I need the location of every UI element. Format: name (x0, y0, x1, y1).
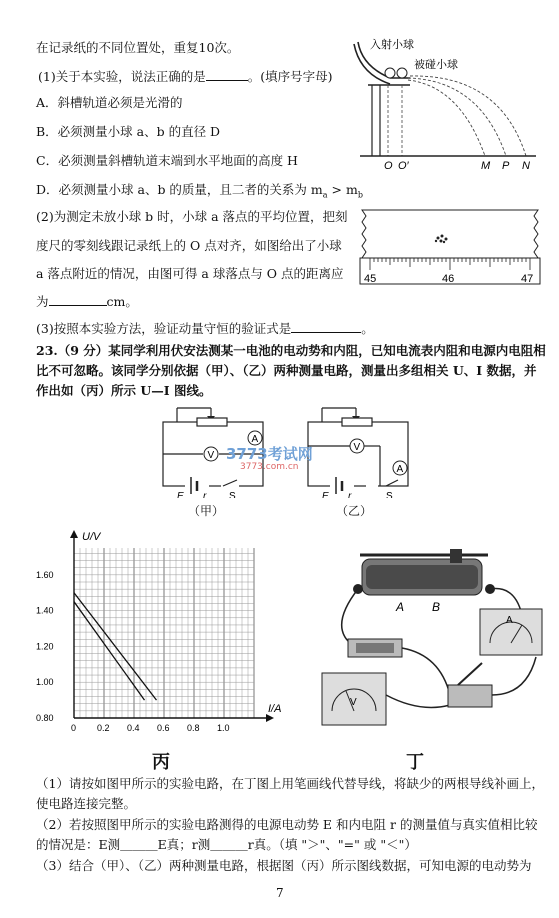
chart-ticks (36, 570, 230, 733)
caption-bing: 丙 (152, 752, 170, 773)
q3-text-post: 。 (361, 321, 374, 336)
q1-option-d (36, 182, 363, 204)
q1-stem-post: 。(填序号字母) (247, 69, 333, 84)
label-r: r (348, 491, 352, 498)
q1-option-a: A．斜槽轨道必须是光滑的 (36, 95, 183, 110)
x-tick-label: 0.2 (97, 723, 110, 733)
answer-q3-line: （3）结合（甲）、（乙）两种测量电路，根据图（丙）所示图线数据，可知电源的电动势为 (36, 858, 532, 873)
q2-line1: (2)为测定未放小球 b 时，小球 a 落点的平均位置，把刻 (36, 209, 348, 224)
wire (402, 648, 450, 695)
ui-chart (30, 530, 290, 745)
trajectory-p (408, 78, 506, 156)
p23-line3: 作出如（丙）所示 U—I 图线。 (36, 383, 212, 398)
answer-q1-line1: （1）请按如图甲所示的实验电路，在丁图上用笔画线代替导线，将缺少的两根导线补画上， (36, 776, 544, 791)
q1-option-d-sub1: a (322, 190, 328, 200)
rheostat-icon (197, 418, 227, 426)
y-tick-label: 1.60 (36, 569, 54, 580)
rheostat-slider (450, 549, 462, 563)
switch-icon (386, 480, 398, 486)
y-tick-label: 1.40 (36, 605, 54, 616)
site-watermark-title: 3773考试网 (226, 445, 313, 463)
q1-stem (38, 68, 332, 85)
wire (492, 657, 536, 695)
photo-label-a: A (396, 600, 405, 614)
ground-label-o-prime: O′ (398, 160, 409, 170)
label-e: E (322, 491, 329, 498)
q2-line4 (36, 293, 138, 310)
ground-label-o: O (384, 160, 393, 170)
caption-yi: （乙） (336, 504, 373, 518)
label-s: S (386, 491, 393, 498)
label-r: r (203, 491, 207, 498)
q1-option-d-sub2: b (357, 190, 363, 200)
answer-q1-line2: 使电路连接完整。 (36, 796, 137, 811)
y-tick-label: 1.00 (36, 677, 54, 688)
q2-line3: a 落点附近的情况，由图可得 a 球落点与 O 点的距离应 (36, 266, 344, 281)
rheostat-icon (342, 418, 372, 426)
caption-jia: （甲） (188, 504, 225, 518)
ground-label-p: P (502, 160, 510, 170)
ruler-label-45: 45 (364, 273, 377, 285)
y-tick-label: 1.20 (36, 641, 54, 652)
top-line: 在记录纸的不同位置处，重复10次。 (36, 40, 240, 55)
ammeter-label: A (396, 464, 404, 475)
page-number: 7 (276, 886, 284, 900)
answer-q2-line1: （2）若按照图甲所示的实验电路测得的电源电动势 E 和内电阻 r 的测量值与真实值相比较 (36, 817, 538, 832)
label-s: S (229, 491, 236, 498)
ruler-label-46: 46 (442, 273, 455, 285)
apparatus-photo (300, 545, 550, 745)
voltmeter-label: V (353, 442, 361, 453)
circuit-yi (300, 400, 420, 498)
record-paper (362, 210, 538, 258)
q2-line4-post: cm。 (106, 294, 138, 309)
x-axis-arrow-icon (266, 714, 274, 722)
x-tick-label: 0.8 (187, 723, 200, 733)
x-tick-label: 1.0 (217, 723, 230, 733)
trajectory-n (410, 76, 526, 156)
ground-label-n: N (522, 160, 530, 170)
q2-answer-blank[interactable] (49, 293, 107, 306)
chart-grid (70, 530, 274, 722)
switch-photo (448, 685, 492, 707)
y-axis-arrow-icon (70, 530, 78, 538)
q3-answer-blank[interactable] (291, 320, 361, 333)
q1-option-b: B．必须测量小球 a、b 的直径 D (36, 124, 221, 139)
x-tick-label: 0 (71, 723, 77, 733)
label-incident-ball: 入射小球 (370, 39, 414, 51)
site-watermark-url: 3773.com.cn (240, 462, 299, 472)
y-axis-label: U/V (82, 531, 101, 543)
answer-q2-line2: 的情况是：E测＿＿＿E真；r测＿＿＿r真。（填 "＞"、"=" 或 "＜"） (36, 837, 417, 852)
wire (386, 695, 450, 707)
trajectory-m (408, 80, 485, 156)
q3-text-pre: (3)按照本实验方法，验证动量守恒的验证式是 (36, 321, 292, 336)
circuit-loop (308, 422, 408, 486)
ground-label-m: M (481, 160, 491, 170)
q1-stem-pre: (1)关于本实验，说法正确的是 (38, 69, 206, 84)
q2-line2: 度尺的零刻线跟记录纸上的 O 点对齐，如图给出了小球 (36, 238, 342, 253)
q2-line4-pre: 为 (36, 294, 49, 309)
voltmeter-label: V (207, 450, 215, 461)
q1-answer-blank[interactable] (206, 68, 248, 81)
wire (342, 589, 358, 643)
q1-option-d-pre: D．必须测量小球 a、b 的质量，且二者的关系为 m (36, 182, 323, 197)
collision-apparatus-figure (350, 30, 540, 170)
ruler-figure (358, 200, 542, 286)
x-tick-label: 0.4 (127, 723, 140, 733)
ammeter-photo-label: A (506, 615, 513, 626)
q3-line (36, 320, 374, 337)
voltmeter-photo-label: V (350, 697, 357, 708)
ammeter-label: A (251, 434, 259, 445)
incident-ball (385, 68, 395, 78)
q1-option-c: C．必须测量斜槽轨道末端到水平地面的高度 H (36, 153, 298, 168)
label-target-ball: 被碰小球 (414, 59, 458, 71)
q1-option-d-mid: > m (327, 182, 358, 197)
p23-line2: 比不可忽略。该同学分别依据（甲）、（乙）两种测量电路，测量出多组相关 U、I 数据，并 (36, 363, 537, 378)
ruler-label-47: 47 (521, 273, 534, 285)
caption-ding: 丁 (406, 752, 424, 773)
y-tick-label: 0.80 (36, 713, 54, 723)
p23-line1: 23.（9 分）某同学利用伏安法测某一电池的电动势和内阻，已知电流表内阻和电源内电阻相 (36, 343, 546, 358)
x-tick-label: 0.6 (157, 723, 170, 733)
target-ball (397, 68, 407, 78)
label-e: E (177, 491, 184, 498)
photo-label-b: B (432, 600, 441, 614)
x-axis-label: I/A (268, 703, 282, 715)
